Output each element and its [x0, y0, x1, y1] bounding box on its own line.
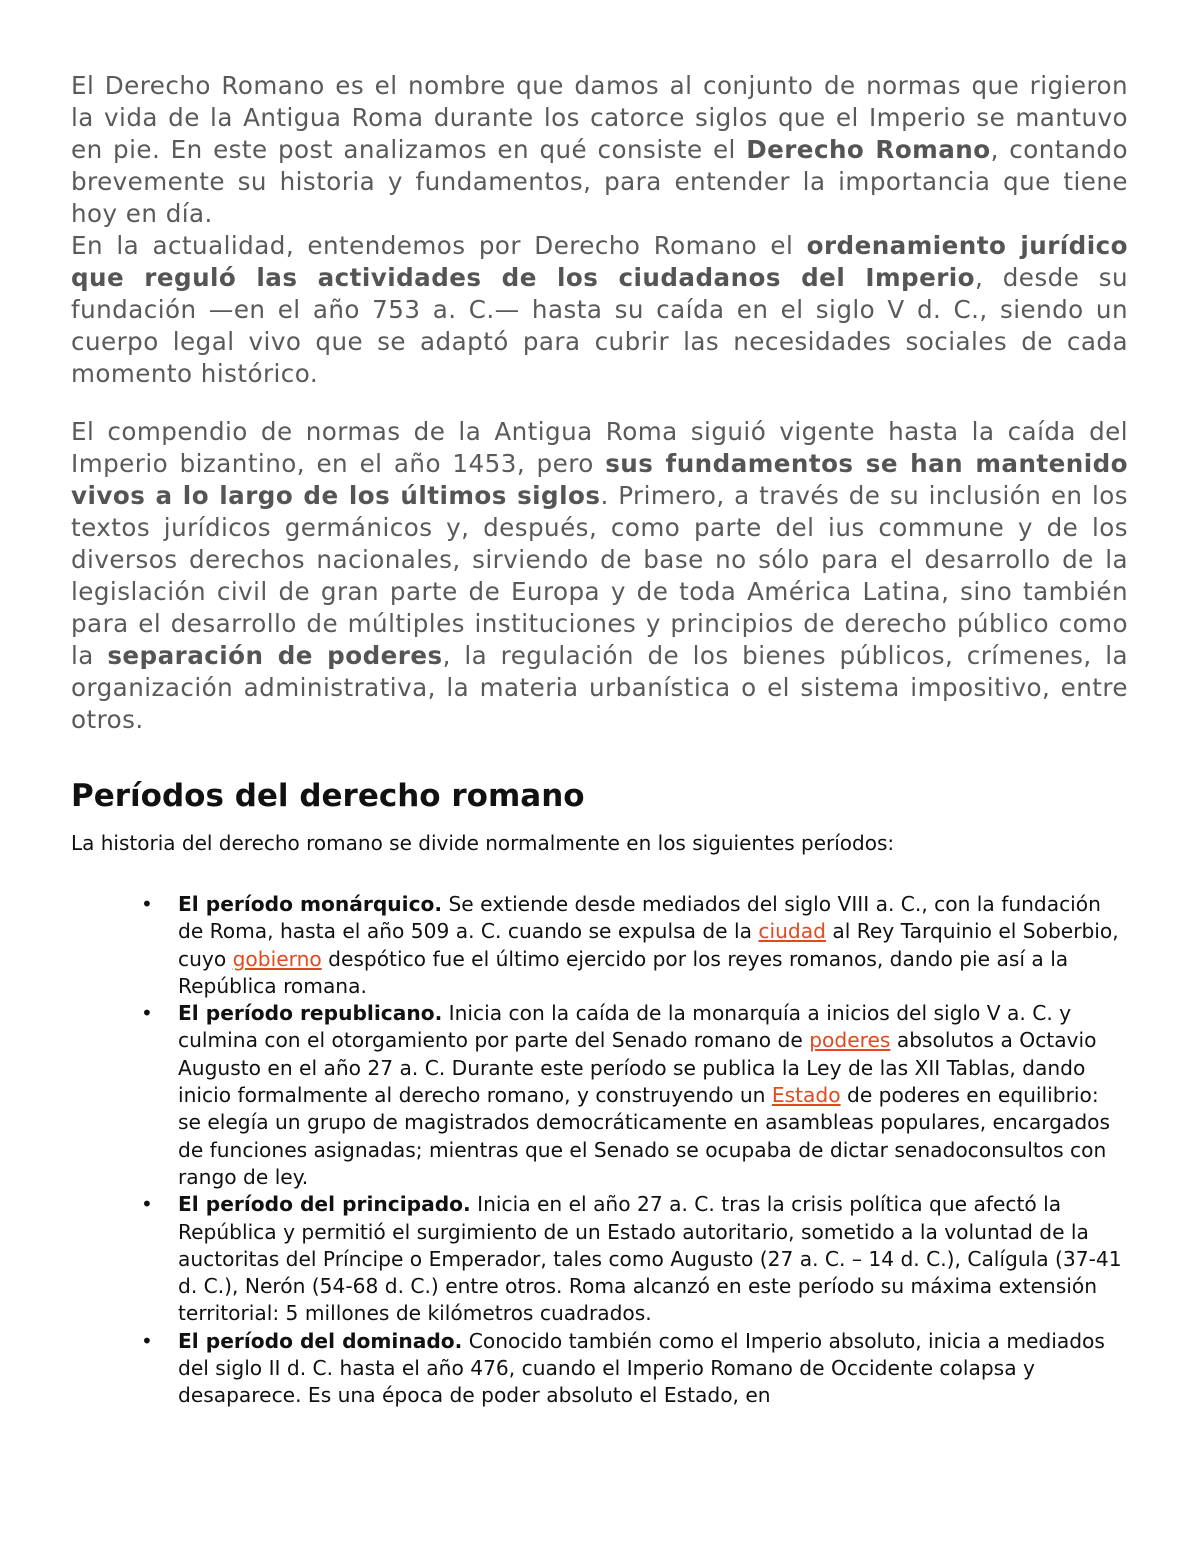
item-text: Inicia con la caída de la monarquía a inicios del siglo V a. C. y culmina con el otorgamiento por parte del Senado romano de [178, 1001, 1072, 1053]
item-text: Inicia en el año 27 a. C. tras la crisis política que afectó la República y permitió el surgimiento de un Estado autoritario, sometido a la voluntad de la auctoritas del Príncipe o Emperador, tales como Augusto (27 a. C. – 14 d. C.), Calígula (37-41 d. C.), Nerón (54-68 d. C.) entre otros. Roma alcanzó en este período su máxima extensión territorial: 5 millones de kilómetros cuadrados. [178, 1192, 1122, 1326]
paragraph-text: El Derecho Romano es el nombre que damos al conjunto de normas que rigieron la vida de la Antigua Roma durante los catorce siglos que el Imperio se mantuvo en pie. En este post analizamos en qué consiste el [71, 71, 1128, 164]
paragraph-text: En la actualidad, entendemos por Derecho Romano el [71, 231, 807, 260]
item-text: despótico fue el último ejercido por los reyes romanos, dando pie así a la República romana. [178, 946, 1069, 998]
paragraph-text: El compendio de normas de la Antigua Roma siguió vigente hasta la caída del Imperio bizantino, en el año 1453, pero [71, 417, 1128, 478]
link-poderes[interactable]: poderes [809, 1028, 891, 1053]
item-text: Se extiende desde mediados del siglo VIII a. C., con la fundación de Roma, hasta el año 509 a. C. cuando se expulsa de la [178, 892, 1101, 944]
list-item [141, 1191, 1128, 1327]
item-title: El período del principado. [178, 1192, 471, 1217]
item-title: El período republicano. [178, 1001, 443, 1026]
periods-list [71, 891, 1128, 1410]
paragraph-text: , desde su fundación —en el año 753 a. C.— hasta su caída en el siglo V d. C., siendo un cuerpo legal vivo que se adaptó para cubrir las necesidades sociales de cada momento histórico. [71, 263, 1128, 388]
bold-term: Derecho Romano [746, 135, 991, 164]
bold-term: sus fundamentos se han mantenido vivos a lo largo de los últimos siglos [71, 449, 1128, 510]
paragraph-text: . Primero, a través de su inclusión en los textos jurídicos germánicos y, después, como parte del ius commune y de los diversos derechos nacionales, sirviendo de base no sólo para el desarrollo de la legislación civil de gran parte de Europa y de toda América Latina, sino también para el desarrollo de múltiples instituciones y principios de derecho público como la [71, 481, 1128, 670]
list-item [141, 1000, 1128, 1191]
item-text: de poderes en equilibrio: se elegía un grupo de magistrados democráticamente en asambleas populares, encargados de funciones asignadas; mientras que el Senado se ocupaba de dictar senadoconsultos con rango de ley. [178, 1083, 1111, 1189]
bullet-icon: • [141, 1001, 153, 1026]
item-title: El período del dominado. [178, 1328, 463, 1353]
list-item [141, 891, 1128, 1000]
item-title: El período monárquico. [178, 892, 443, 916]
bullet-icon: • [141, 1328, 153, 1353]
paragraph-intro [71, 70, 1128, 230]
link-ciudad[interactable]: ciudad [758, 919, 826, 944]
bold-term: ordenamiento jurídico que reguló las actividades de los ciudadanos del Imperio [71, 231, 1128, 292]
link-estado[interactable]: Estado [771, 1083, 841, 1108]
item-text: absolutos a Octavio Augusto en el año 27 a. C. Durante este período se publica la Ley de las XII Tablas, dando inicio formalmente al derecho romano, y construyendo un [178, 1028, 1097, 1108]
paragraph-spacer [71, 390, 1128, 416]
section-heading: Períodos del derecho romano [71, 778, 585, 814]
link-gobierno[interactable]: gobierno [232, 946, 322, 971]
paragraph-actualidad [71, 230, 1128, 390]
section-intro: La historia del derecho romano se divide normalmente en los siguientes períodos: [71, 831, 895, 855]
bullet-icon: • [141, 892, 153, 916]
item-text: Conocido también como el Imperio absoluto, inicia a mediados del siglo II d. C. hasta el año 476, cuando el Imperio Romano de Occidente colapsa y desaparece. Es una época de poder absoluto el Estado, en [178, 1328, 1105, 1408]
paragraph-text: , la regulación de los bienes públicos, crímenes, la organización administrativa, la materia urbanística o el sistema impositivo, entre otros. [71, 641, 1129, 734]
paragraph-text: , contando brevemente su historia y fundamentos, para entender la importancia que tiene hoy en día. [71, 135, 1128, 228]
bullet-icon: • [141, 1192, 153, 1217]
paragraph-compendio [71, 416, 1128, 736]
bold-term: separación de poderes [107, 641, 443, 670]
item-text: al Rey Tarquinio el Soberbio, cuyo [178, 919, 1119, 971]
document-page [71, 70, 1128, 1410]
list-item [141, 1328, 1128, 1410]
